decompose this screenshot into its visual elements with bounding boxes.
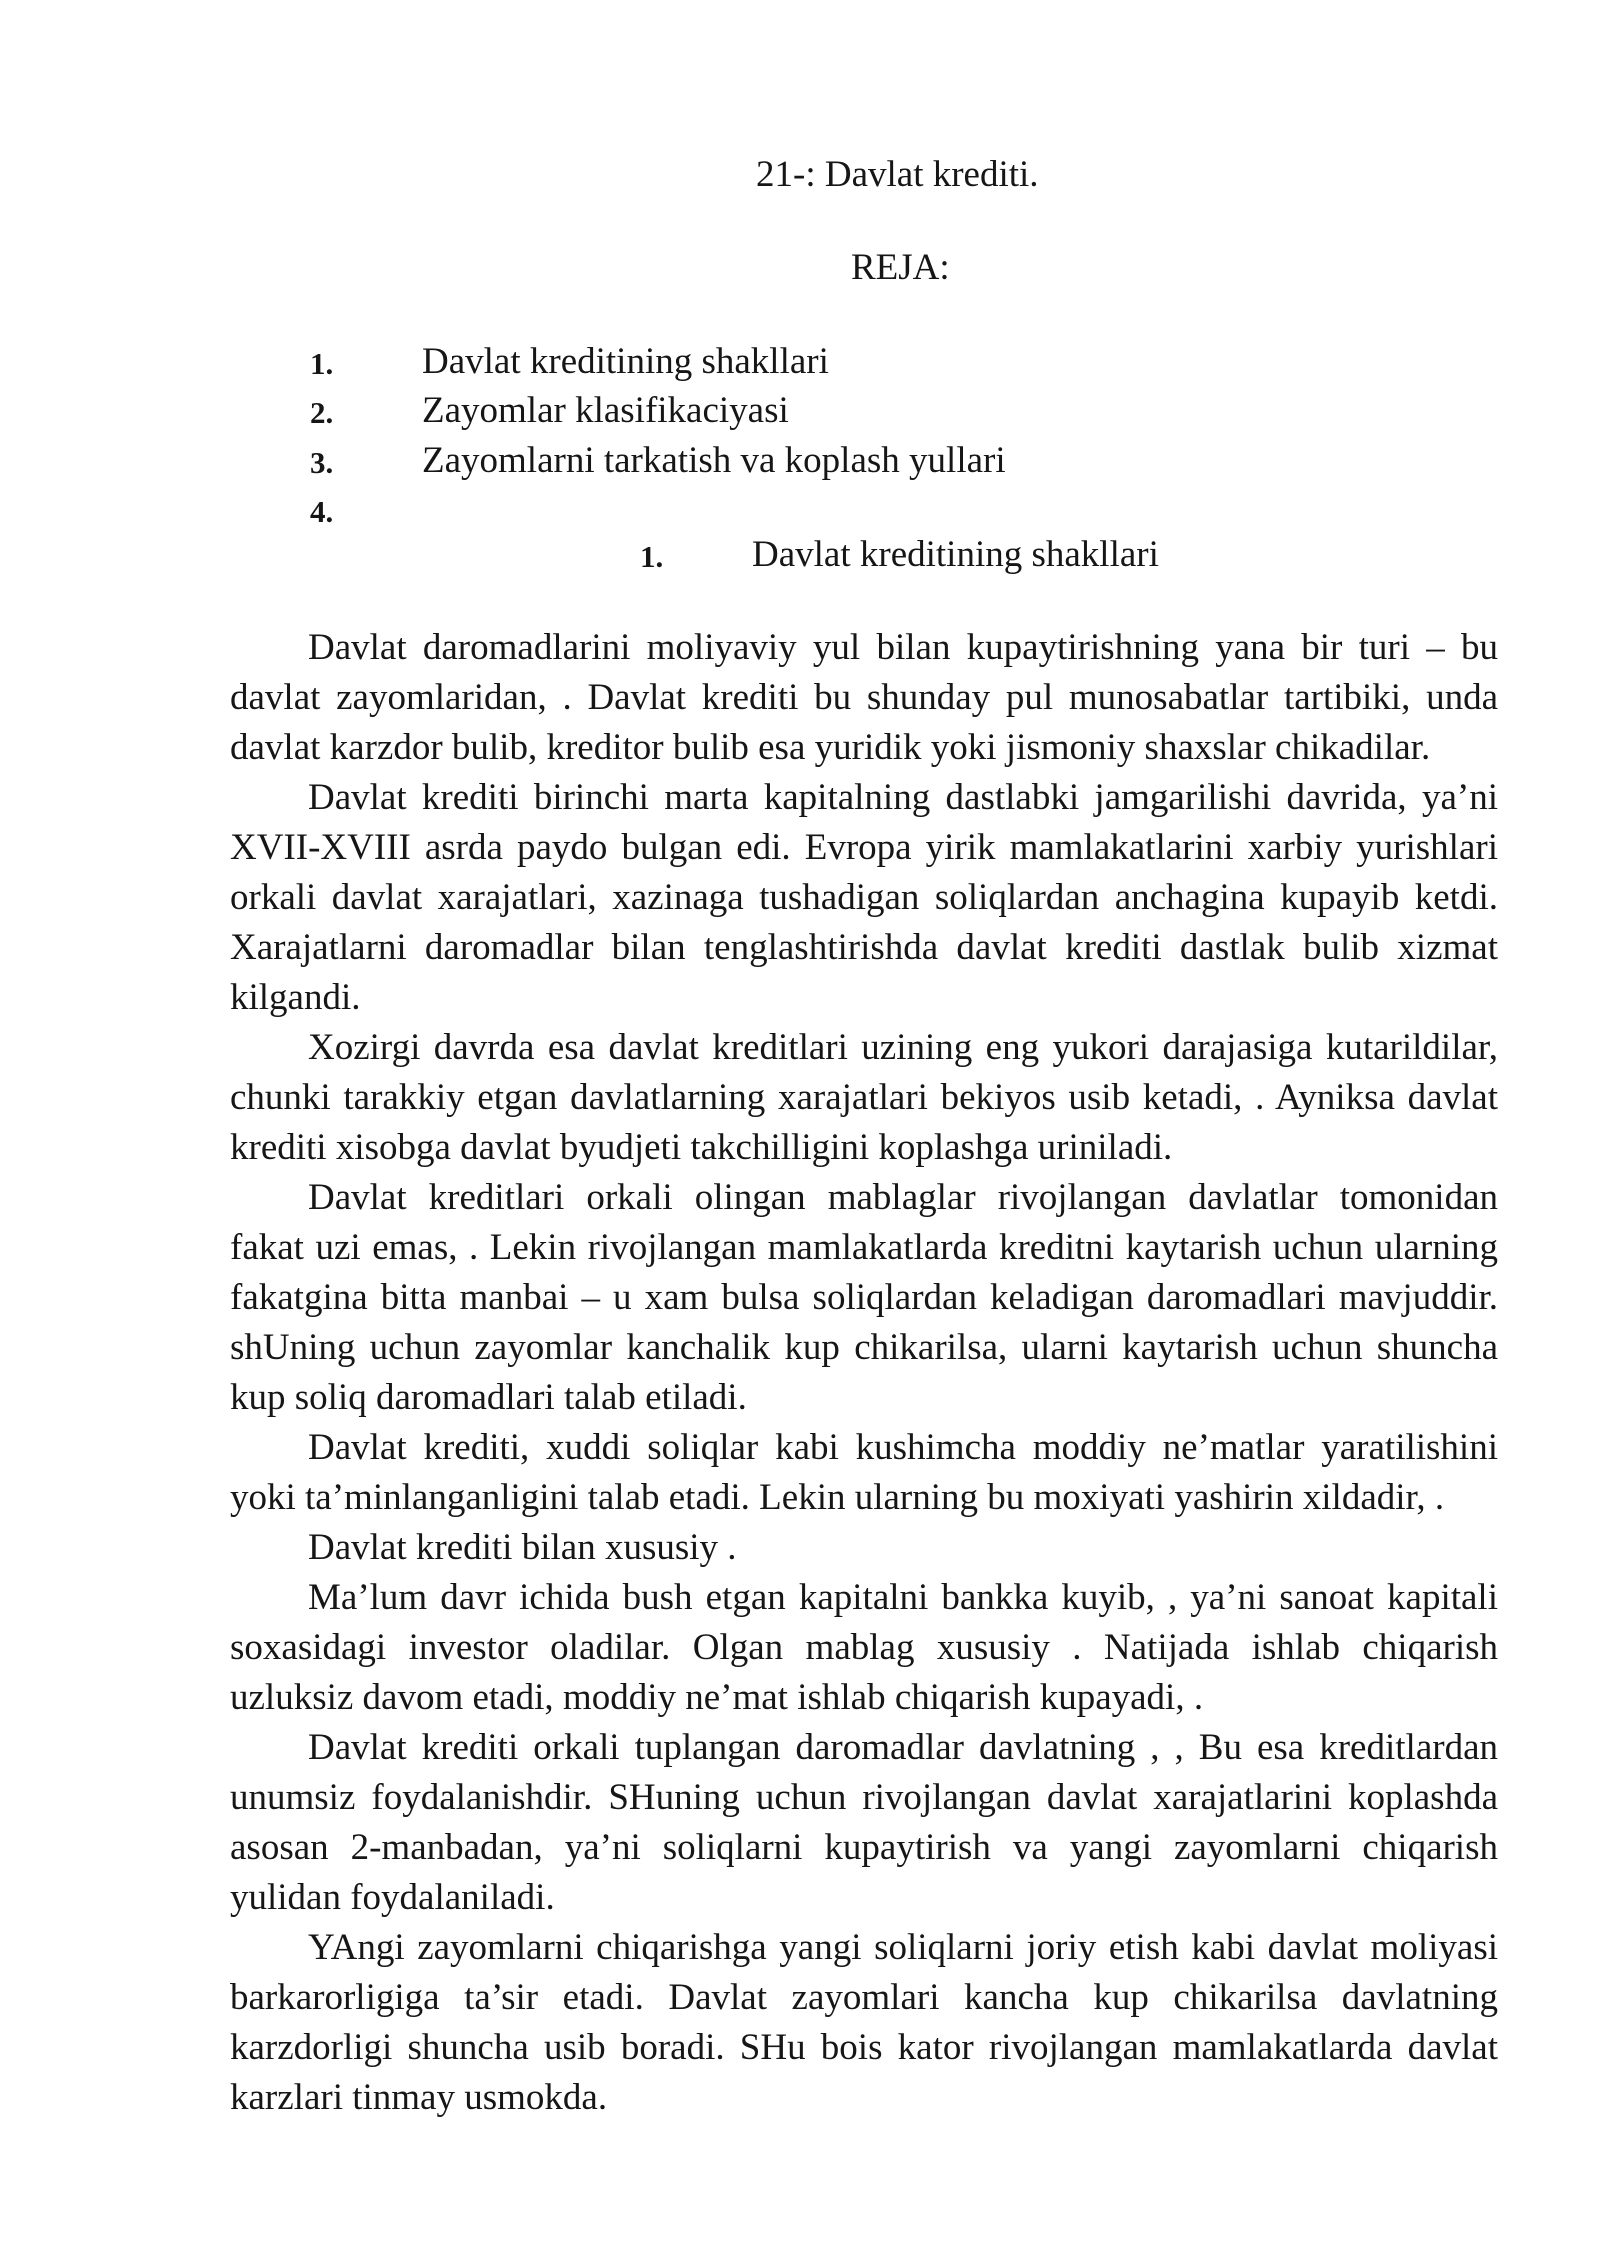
plan-item-text: Davlat kreditining shakllari (422, 341, 829, 382)
paragraph (230, 1523, 1498, 1573)
plan-item-number: 1. (310, 346, 334, 381)
paragraph-line: Ma’lum davr ichida bush etgan kapitalni bankka kuyib, , ya’ni sanoat kapitali (308, 1577, 1498, 1618)
paragraph-line: yulidan foydalaniladi. (230, 1877, 555, 1918)
paragraph-line: barkarorligiga ta’sir etadi. Davlat zayomlari kancha kup chikarilsa davlatning (230, 1977, 1498, 2018)
paragraph-line: fakatgina bitta manbai – u xam bulsa soliqlardan keladigan daromadlari mavjuddir. (230, 1277, 1498, 1318)
paragraph-line: Davlat kreditlari orkali olingan mablaglar rivojlangan davlatlar tomonidan (308, 1177, 1498, 1218)
paragraph-line: YAngi zayomlarni chiqarishga yangi soliqlarni joriy etish kabi davlat moliyasi (308, 1927, 1498, 1968)
paragraph (230, 623, 1498, 773)
plan-item (0, 337, 1600, 387)
paragraph (230, 1423, 1498, 1523)
paragraph (230, 1173, 1498, 1423)
section-title: Davlat kreditining shakllari (752, 534, 1159, 575)
paragraph-line: Xozirgi davrda esa davlat kreditlari uzining eng yukori darajasiga kutarildilar, (308, 1027, 1498, 1068)
paragraph-line: karzdorligi shuncha usib boradi. SHu bois kator rivojlangan mamlakatlarda davlat (230, 2027, 1498, 2068)
paragraph-line: krediti xisobga davlat byudjeti takchilligini koplashga uriniladi. (230, 1127, 1173, 1168)
paragraph-line: Xarajatlarni daromadlar bilan tenglashtirishda davlat krediti dastlak bulib xizmat (230, 927, 1498, 968)
paragraph-line: davlat zayomlaridan, . Davlat krediti bu shunday pul munosabatlar tartibiki, unda (230, 677, 1498, 718)
section-number: 1. (640, 539, 664, 574)
plan-item (0, 436, 1600, 486)
paragraph-line: XVII-XVIII asrda paydo bulgan edi. Evropa yirik mamlakatlarini xarbiy yurishlari (230, 827, 1498, 868)
paragraph-line: karzlari tinmay usmokda. (230, 2077, 608, 2118)
paragraph-line: asosan 2-manbadan, ya’ni soliqlarni kupaytirish va yangi zayomlarni chiqarish (230, 1827, 1498, 1868)
paragraph-line: soxasidagi investor oladilar. Olgan mablag xususiy . Natijada ishlab chiqarish (230, 1627, 1498, 1668)
document-body (230, 623, 1498, 2123)
plan-item (0, 386, 1600, 436)
plan-item-text: Zayomlar klasifikaciyasi (422, 390, 789, 431)
paragraph-line: kup soliq daromadlari talab etiladi. (230, 1377, 747, 1418)
plan-heading: REJA: (851, 247, 950, 288)
paragraph-line: Davlat krediti, xuddi soliqlar kabi kushimcha moddiy ne’matlar yaratilishini (308, 1427, 1498, 1468)
paragraph-line: fakat uzi emas, . Lekin rivojlangan mamlakatlarda kreditni kaytarish uchun ularning (230, 1227, 1498, 1268)
document-title: 21-: Davlat krediti. (756, 154, 1039, 195)
paragraph-line: uzluksiz davom etadi, moddiy ne’mat ishlab chiqarish kupayadi, . (230, 1677, 1204, 1718)
paragraph-line: Davlat daromadlarini moliyaviy yul bilan kupaytirishning yana bir turi – bu (308, 627, 1498, 668)
paragraph-line: Davlat krediti orkali tuplangan daromadlar davlatning , , Bu esa kreditlardan (308, 1727, 1498, 1768)
paragraph-line: kilgandi. (230, 977, 361, 1018)
plan-item-number: 3. (310, 445, 334, 480)
paragraph-line: shUning uchun zayomlar kanchalik kup chikarilsa, ularni kaytarish uchun shuncha (230, 1327, 1498, 1368)
plan-item-text: Zayomlarni tarkatish va koplash yullari (422, 440, 1006, 481)
paragraph (230, 1923, 1498, 2123)
paragraph-line: davlat karzdor bulib, kreditor bulib esa yuridik yoki jismoniy shaxslar chikadilar. (230, 727, 1431, 768)
paragraph-line: chunki tarakkiy etgan davlatlarning xarajatlari bekiyos usib ketadi, . Ayniksa davlat (230, 1077, 1498, 1118)
paragraph-line: orkali davlat xarajatlari, xazinaga tushadigan soliqlardan anchagina kupayib ketdi. (230, 877, 1498, 918)
section-heading (0, 530, 1600, 580)
plan-item (0, 485, 1600, 535)
paragraph-line: Davlat krediti bilan xususiy . (308, 1527, 737, 1568)
paragraph (230, 773, 1498, 1023)
plan-item-number: 4. (310, 494, 334, 529)
paragraph-line: unumsiz foydalanishdir. SHuning uchun rivojlangan davlat xarajatlarini koplashda (230, 1777, 1498, 1818)
plan-item-number: 2. (310, 395, 334, 430)
paragraph-line: yoki ta’minlanganligini talab etadi. Lekin ularning bu moxiyati yashirin xildadir, . (230, 1477, 1445, 1518)
paragraph-line: Davlat krediti birinchi marta kapitalning dastlabki jamgarilishi davrida, ya’ni (308, 777, 1498, 818)
paragraph (230, 1723, 1498, 1923)
paragraph (230, 1023, 1498, 1173)
paragraph (230, 1573, 1498, 1723)
